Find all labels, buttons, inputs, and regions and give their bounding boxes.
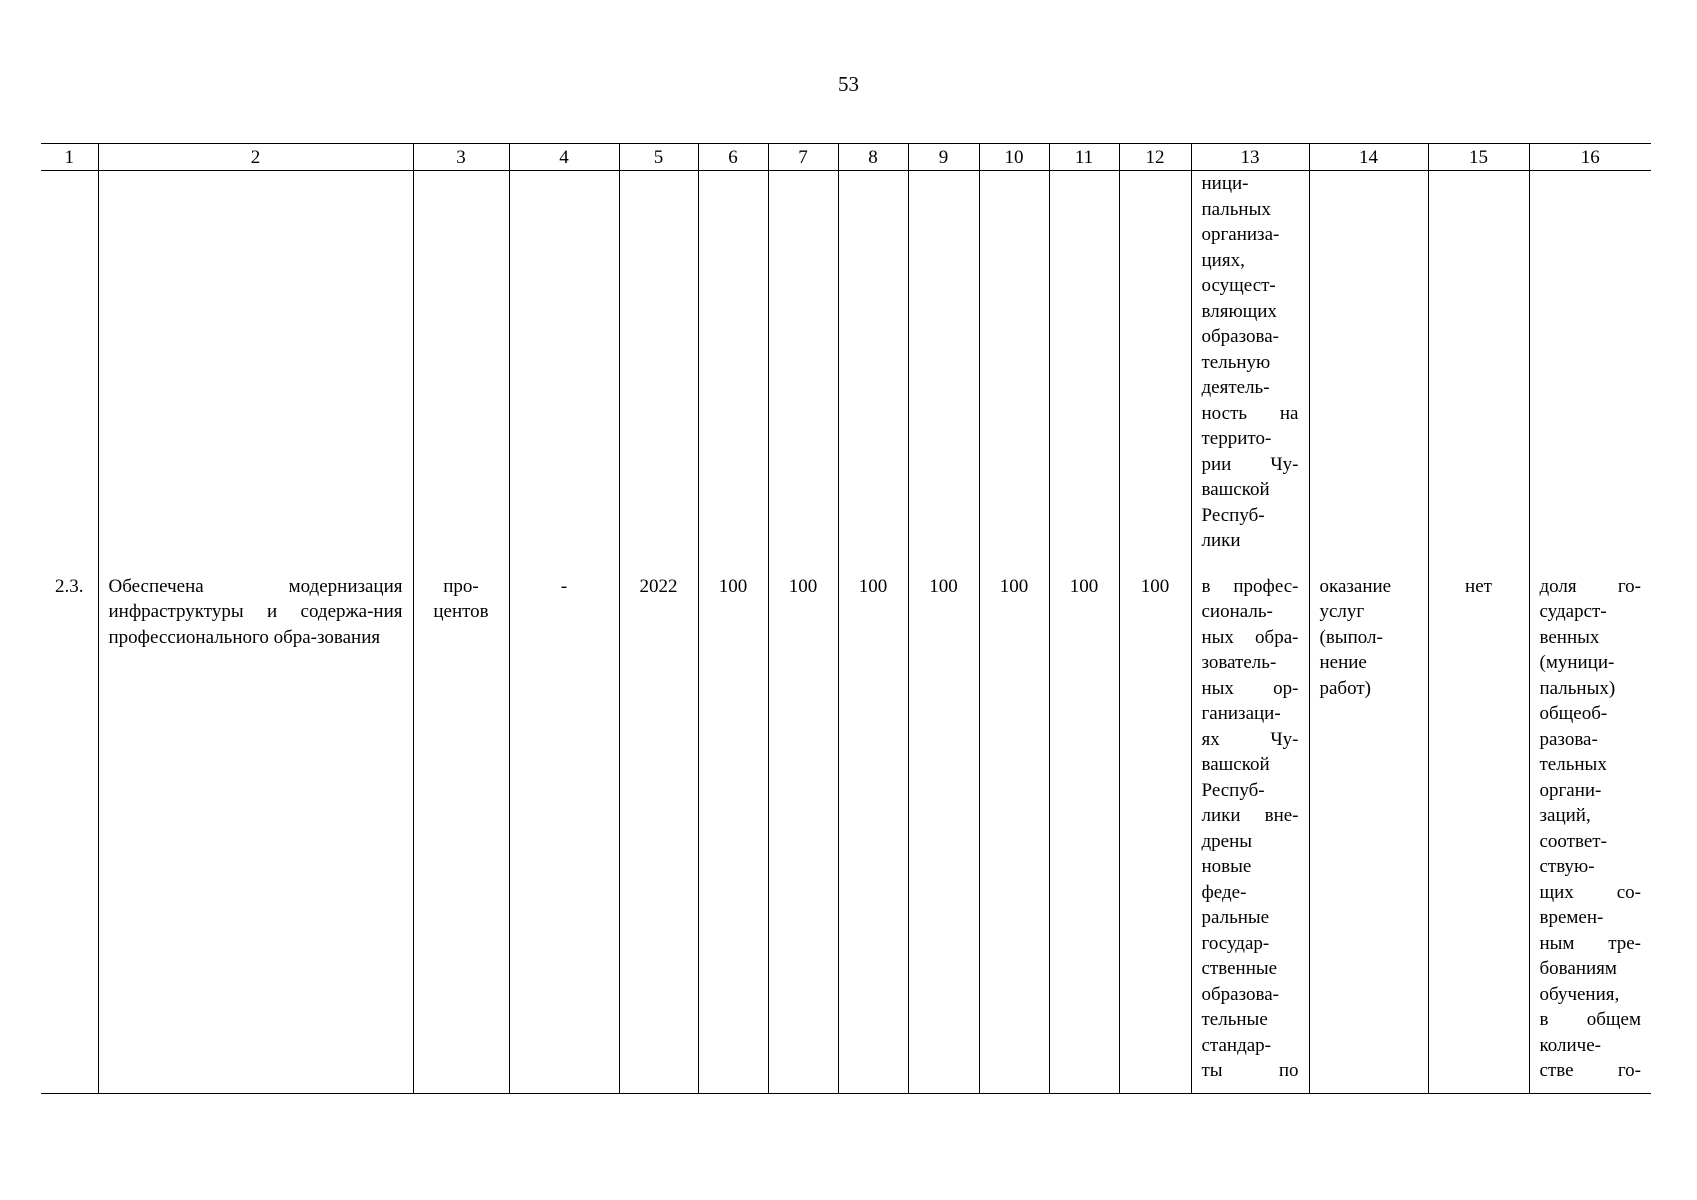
text-line: времен- — [1539, 907, 1604, 928]
text-line: террито- — [1201, 428, 1272, 449]
text-line: сиональ- — [1201, 601, 1273, 622]
text-line: услуг — [1319, 601, 1365, 622]
col16-text — [1529, 574, 1651, 1094]
text-line: (муници- — [1539, 652, 1615, 673]
text-line: вашской — [1201, 754, 1270, 775]
text-line: оказание — [1319, 575, 1392, 597]
table-cell — [908, 171, 979, 574]
value-cell: 100 — [838, 574, 908, 1094]
header-cell: 2 — [98, 144, 413, 171]
table-cell — [1529, 171, 1651, 574]
row-number: 2.3. — [41, 574, 98, 1094]
text-line: ральные — [1201, 907, 1270, 928]
table-cell — [509, 171, 619, 574]
header-cell: 7 — [768, 144, 838, 171]
row-description: Обеспечена модернизация инфраструктуры и содержа-ния профессионального обра-зования — [98, 574, 413, 1094]
indicators-table — [41, 143, 1651, 1094]
header-cell: 3 — [413, 144, 509, 171]
table-cell — [838, 171, 908, 574]
text-line: стандар- — [1201, 1034, 1271, 1056]
text-line: ствую- — [1539, 856, 1595, 877]
header-cell: 16 — [1529, 144, 1651, 171]
value-cell: 100 — [698, 574, 768, 1094]
text-line: заций, — [1539, 805, 1591, 826]
text-line: лики — [1201, 530, 1241, 551]
table-cell — [619, 171, 698, 574]
table-cell — [413, 171, 509, 574]
header-row — [41, 144, 1651, 171]
text-line: Респуб- — [1201, 504, 1265, 526]
text-line: ных обра- — [1201, 626, 1299, 648]
header-cell: 5 — [619, 144, 698, 171]
table-cell — [41, 171, 98, 574]
year-value: 2022 — [619, 574, 698, 1094]
text-line: доля го- — [1539, 575, 1641, 597]
page-number: 53 — [838, 72, 859, 96]
header-cell: 6 — [698, 144, 768, 171]
text-line: работ) — [1319, 677, 1371, 699]
col4-value: - — [509, 574, 619, 1094]
text-line: венных — [1539, 626, 1600, 648]
table-cell — [698, 171, 768, 574]
table-cell — [768, 171, 838, 574]
text-line: центов — [433, 601, 489, 622]
text-line: в профес- — [1201, 575, 1299, 597]
text-line: органи- — [1539, 779, 1602, 801]
text-line: в общем — [1539, 1009, 1641, 1030]
text-line: тельные — [1201, 1009, 1268, 1030]
text-line: лики вне- — [1201, 805, 1299, 826]
text-line: новые — [1201, 856, 1252, 877]
text-line: вашской — [1201, 479, 1270, 500]
text-line: соответ- — [1539, 830, 1607, 852]
text-line: (выпол- — [1319, 626, 1383, 648]
text-line: обучения, — [1539, 983, 1620, 1005]
table-row-2-3 — [41, 574, 1651, 1094]
text-line: Респуб- — [1201, 779, 1265, 801]
text-line: зователь- — [1201, 652, 1277, 673]
text-line: нение — [1319, 652, 1367, 673]
text-line: ници- — [1201, 173, 1249, 194]
text-line: сударст- — [1539, 601, 1607, 622]
text-line: разова- — [1539, 728, 1598, 750]
text-line: осущест- — [1201, 275, 1276, 296]
value-cell: 100 — [908, 574, 979, 1094]
header-cell: 14 — [1309, 144, 1428, 171]
text-line: ных ор- — [1201, 677, 1299, 699]
text-line: пальных — [1201, 198, 1271, 220]
col15-value: нет — [1428, 574, 1529, 1094]
table-row-continuation — [41, 171, 1651, 574]
text-line: дрены — [1201, 830, 1253, 852]
text-line: организа- — [1201, 224, 1280, 245]
text-line: феде- — [1201, 881, 1247, 903]
text-line: тельную — [1201, 351, 1271, 373]
header-cell: 13 — [1191, 144, 1309, 171]
text-line: общеоб- — [1539, 703, 1608, 724]
text-line: количе- — [1539, 1034, 1601, 1056]
text-line: образова- — [1201, 326, 1279, 347]
text-line: пальных) — [1539, 677, 1616, 699]
value-cell: 100 — [1049, 574, 1119, 1094]
text-line: рии Чу- — [1201, 453, 1299, 475]
text-line: циях, — [1201, 249, 1245, 271]
header-cell: 9 — [908, 144, 979, 171]
table-cell — [1119, 171, 1191, 574]
col14-text — [1309, 574, 1428, 1094]
text-line: про- — [443, 575, 479, 597]
header-cell: 12 — [1119, 144, 1191, 171]
value-cell: 100 — [979, 574, 1049, 1094]
text-line: ность на — [1201, 402, 1299, 424]
header-cell: 11 — [1049, 144, 1119, 171]
text-line: стве го- — [1539, 1060, 1641, 1081]
text-line: вляющих — [1201, 300, 1277, 322]
table-cell — [1049, 171, 1119, 574]
header-cell: 4 — [509, 144, 619, 171]
text-line: бованиям — [1539, 958, 1617, 979]
text-line: государ- — [1201, 932, 1270, 954]
text-line: щих со- — [1539, 881, 1641, 903]
header-cell: 15 — [1428, 144, 1529, 171]
col13-text — [1191, 574, 1309, 1094]
unit-of-measure — [413, 574, 509, 1094]
text-line: деятель- — [1201, 377, 1270, 398]
text-line: ным тре- — [1539, 932, 1641, 954]
table-cell — [979, 171, 1049, 574]
text-line: ственные — [1201, 958, 1278, 979]
header-cell: 8 — [838, 144, 908, 171]
text-line: тельных — [1539, 754, 1607, 775]
table-cell — [98, 171, 413, 574]
text-line: образова- — [1201, 983, 1279, 1005]
value-cell: 100 — [1119, 574, 1191, 1094]
col13-continuation-text — [1191, 171, 1309, 574]
table-cell — [1428, 171, 1529, 574]
table-cell — [1309, 171, 1428, 574]
value-cell: 100 — [768, 574, 838, 1094]
header-cell: 1 — [41, 144, 98, 171]
header-cell: 10 — [979, 144, 1049, 171]
text-line: ганизаци- — [1201, 703, 1281, 724]
text-line: ях Чу- — [1201, 728, 1299, 750]
text-line: ты по — [1201, 1060, 1299, 1081]
